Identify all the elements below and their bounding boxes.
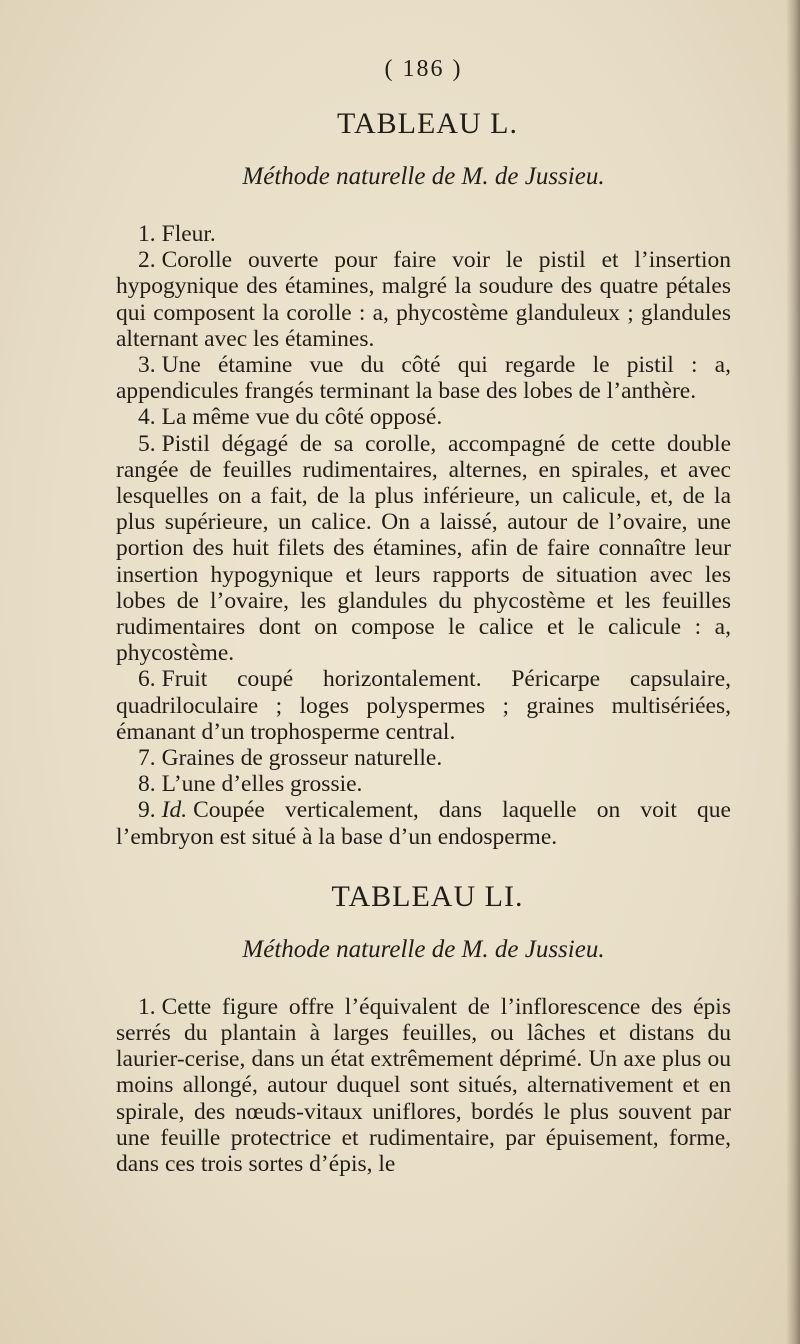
entry-number: 3.: [138, 352, 156, 379]
entry-text: Cette figure offre l’équivalent de l’inflorescence des épis serrés du plantain à larges feuilles, ou lâches et distans du laurier-cerise, dans un état extrêmement déprimé. Un axe plus ou moins allongé, autour duquel sont situés, alternativement et en spirale, des nœuds-vitaux uniflores, bordés le plus souvent par une feuille protectrice et rudimentaire, par épuisement, forme, dans ces trois sortes d’épis, le: [116, 993, 731, 1178]
entry-number: 1.: [138, 993, 156, 1020]
entry-l-2: [116, 247, 731, 352]
entry-text: L’une d’elles grossie.: [161, 771, 363, 798]
entry-number: 4.: [138, 404, 156, 431]
entry-text: Fruit coupé horizontalement. Péricarpe capsulaire, quadriloculaire ; loges polyspermes ; graines multisériées, émanant d’un trophosperme central.: [116, 666, 731, 745]
entry-l-9: [116, 797, 731, 849]
entry-text: Pistil dégagé de sa corolle, accompagné de cette double rangée de feuilles rudimentaires, alternes, en spirales, et avec lesquelles on a fait, de la plus inférieure, un calicule, et, de la plus supérieure, un calice. On a laissé, autour de l’ovaire, une portion des huit filets des étamines, afin de faire connaître leur insertion hypogynique et leurs rapports de situation avec les lobes de l’ovaire, les glandules du phycostème et les feuilles rudimentaires dont on compose le calice et le calicule : a, phycostème.: [116, 430, 731, 667]
entry-text: Fleur.: [161, 221, 216, 247]
entry-li-1: [116, 994, 731, 1177]
entry-text: Graines de grosseur naturelle.: [161, 745, 443, 772]
entry-l-8: [116, 771, 731, 797]
entry-l-5: [116, 431, 731, 667]
entry-l-4: [116, 404, 731, 430]
entry-number: 6.: [138, 666, 156, 693]
entries-list-li: [116, 994, 731, 1177]
entry-text: Coupée verticalement, dans laquelle on voit que l’embryon est situé à la base d’un endosperme.: [116, 797, 731, 850]
entry-italic-lead: Id.: [161, 797, 188, 824]
entry-number: 7.: [138, 745, 156, 772]
entry-l-1: [116, 221, 731, 247]
entry-text: La même vue du côté opposé.: [161, 404, 443, 431]
table-subtitle-li: Méthode naturelle de M. de Jussieu.: [242, 935, 605, 963]
page-content: [116, 56, 731, 1177]
page-number: ( 186 ): [384, 56, 463, 82]
section-gap: [116, 850, 731, 880]
entry-number: 1.: [138, 221, 156, 247]
entry-l-6: [116, 666, 731, 745]
entry-number: 2.: [138, 247, 156, 274]
entry-number: 5.: [138, 430, 156, 457]
entry-text: Corolle ouverte pour faire voir le pistil et l’insertion hypogynique des étamines, malgré la soudure des quatre pétales qui composent la corolle : a, phycostème glanduleux ; glandules alternant avec les étamines.: [116, 247, 731, 352]
entry-l-3: [116, 352, 731, 404]
entries-list-l: [116, 221, 731, 850]
table-heading-l: TABLEAU L.: [337, 107, 518, 140]
table-heading-li: TABLEAU LI.: [331, 879, 524, 913]
entry-text: Une étamine vue du côté qui regarde le pistil : a, appendicules frangés terminant la base des lobes de l’anthère.: [116, 352, 731, 405]
entry-number: 8.: [138, 771, 156, 798]
table-subtitle-l: Méthode naturelle de M. de Jussieu.: [242, 163, 605, 190]
page-edge-shadow: [786, 0, 800, 1344]
entry-number: 9.: [138, 797, 156, 824]
entry-l-7: [116, 745, 731, 771]
